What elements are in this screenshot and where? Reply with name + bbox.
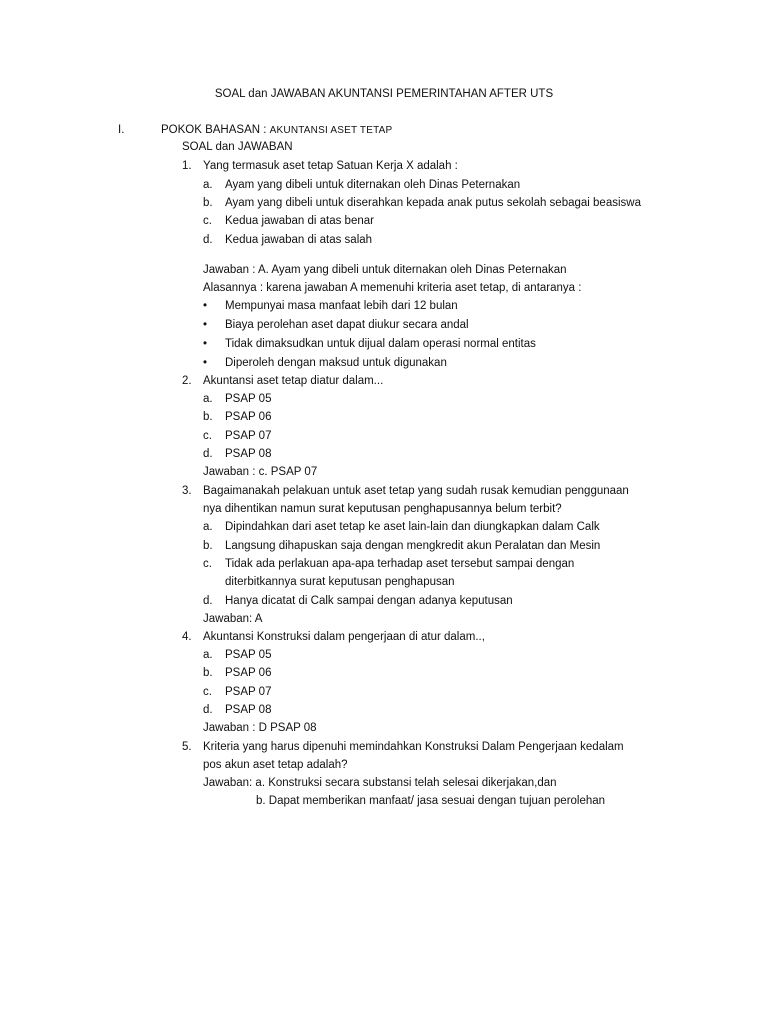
- reason-line: Alasannya : karena jawaban A memenuhi kriteria aset tetap, di antaranya :: [203, 282, 582, 294]
- option-marker: a.: [203, 649, 213, 661]
- option-text: Langsung dihapuskan saja dengan mengkredit akun Peralatan dan Mesin: [225, 540, 601, 552]
- option-text: Ayam yang dibeli untuk diserahkan kepada anak putus sekolah sebagai beasiswa: [225, 197, 641, 209]
- question-text: Akuntansi aset tetap diatur dalam...: [203, 375, 384, 387]
- bullet-icon: •: [203, 338, 208, 350]
- option-marker: c.: [203, 215, 212, 227]
- option-text: PSAP 07: [225, 430, 272, 442]
- option-text: Kedua jawaban di atas salah: [225, 234, 373, 246]
- question-number: 3.: [182, 485, 192, 497]
- option-marker: a.: [203, 179, 213, 191]
- option-text: Kedua jawaban di atas benar: [225, 215, 374, 227]
- option-marker: d.: [203, 595, 213, 607]
- option-marker: b.: [203, 197, 213, 209]
- option-marker: b.: [203, 411, 213, 423]
- question-text: Kriteria yang harus dipenuhi memindahkan Konstruksi Dalam Pengerjaan kedalam: [203, 741, 624, 753]
- question-number: 2.: [182, 375, 192, 387]
- option-text: Dipindahkan dari aset tetap ke aset lain-lain dan diungkapkan dalam Calk: [225, 521, 600, 533]
- question-text-continued: nya dihentikan namun surat keputusan penghapusannya belum terbit?: [203, 503, 562, 515]
- option-text: PSAP 07: [225, 686, 272, 698]
- bullet-icon: •: [203, 319, 208, 331]
- question-text: Bagaimanakah pelakuan untuk aset tetap yang sudah rusak kemudian penggunaan: [203, 485, 629, 497]
- option-text: Tidak ada perlakuan apa-apa terhadap aset tersebut sampai dengan: [225, 558, 575, 570]
- bullet-icon: •: [203, 300, 208, 312]
- question-number: 1.: [182, 160, 192, 172]
- option-marker: d.: [203, 448, 213, 460]
- option-marker: d.: [203, 704, 213, 716]
- question-text: Yang termasuk aset tetap Satuan Kerja X adalah :: [203, 160, 458, 172]
- answer-line: Jawaban : D PSAP 08: [203, 722, 317, 734]
- question-text-continued: pos akun aset tetap adalah?: [203, 759, 348, 771]
- option-text: PSAP 08: [225, 448, 272, 460]
- bullet-text: Biaya perolehan aset dapat diukur secara andal: [225, 319, 469, 331]
- section-heading: [161, 123, 392, 138]
- option-text: Hanya dicatat di Calk sampai dengan adanya keputusan: [225, 595, 513, 607]
- bullet-text: Tidak dimaksudkan untuk dijual dalam operasi normal entitas: [225, 338, 536, 350]
- option-marker: c.: [203, 430, 212, 442]
- option-text: PSAP 06: [225, 411, 272, 423]
- question-number: 5.: [182, 741, 192, 753]
- option-text: PSAP 05: [225, 393, 272, 405]
- bullet-icon: •: [203, 357, 208, 369]
- option-text: PSAP 06: [225, 667, 272, 679]
- option-text: Ayam yang dibeli untuk diternakan oleh Dinas Peternakan: [225, 179, 521, 191]
- section-heading-topic: AKUNTANSI ASET TETAP: [269, 125, 393, 136]
- answer-line: Jawaban: A: [203, 613, 263, 625]
- question-number: 4.: [182, 631, 192, 643]
- option-marker: a.: [203, 393, 213, 405]
- option-text-continued: diterbitkannya surat keputusan penghapusan: [225, 576, 455, 588]
- section-numeral: I.: [118, 124, 125, 136]
- page-title: SOAL dan JAWABAN AKUNTANSI PEMERINTAHAN AFTER UTS: [214, 88, 554, 100]
- answer-line-continued: b. Dapat memberikan manfaat/ jasa sesuai dengan tujuan perolehan: [256, 795, 606, 807]
- bullet-text: Mempunyai masa manfaat lebih dari 12 bulan: [225, 300, 458, 312]
- answer-line: Jawaban : c. PSAP 07: [203, 466, 318, 478]
- option-marker: b.: [203, 667, 213, 679]
- option-marker: a.: [203, 521, 213, 533]
- option-marker: c.: [203, 686, 212, 698]
- option-marker: d.: [203, 234, 213, 246]
- answer-line: Jawaban : A. Ayam yang dibeli untuk diternakan oleh Dinas Peternakan: [203, 264, 567, 276]
- question-text: Akuntansi Konstruksi dalam pengerjaan di atur dalam..,: [203, 631, 485, 643]
- answer-line: Jawaban: a. Konstruksi secara substansi telah selesai dikerjakan,dan: [203, 777, 557, 789]
- bullet-text: Diperoleh dengan maksud untuk digunakan: [225, 357, 447, 369]
- section-subheading: SOAL dan JAWABAN: [182, 141, 293, 153]
- option-marker: b.: [203, 540, 213, 552]
- option-text: PSAP 05: [225, 649, 272, 661]
- option-marker: c.: [203, 558, 212, 570]
- section-heading-label: POKOK BAHASAN :: [161, 124, 267, 136]
- option-text: PSAP 08: [225, 704, 272, 716]
